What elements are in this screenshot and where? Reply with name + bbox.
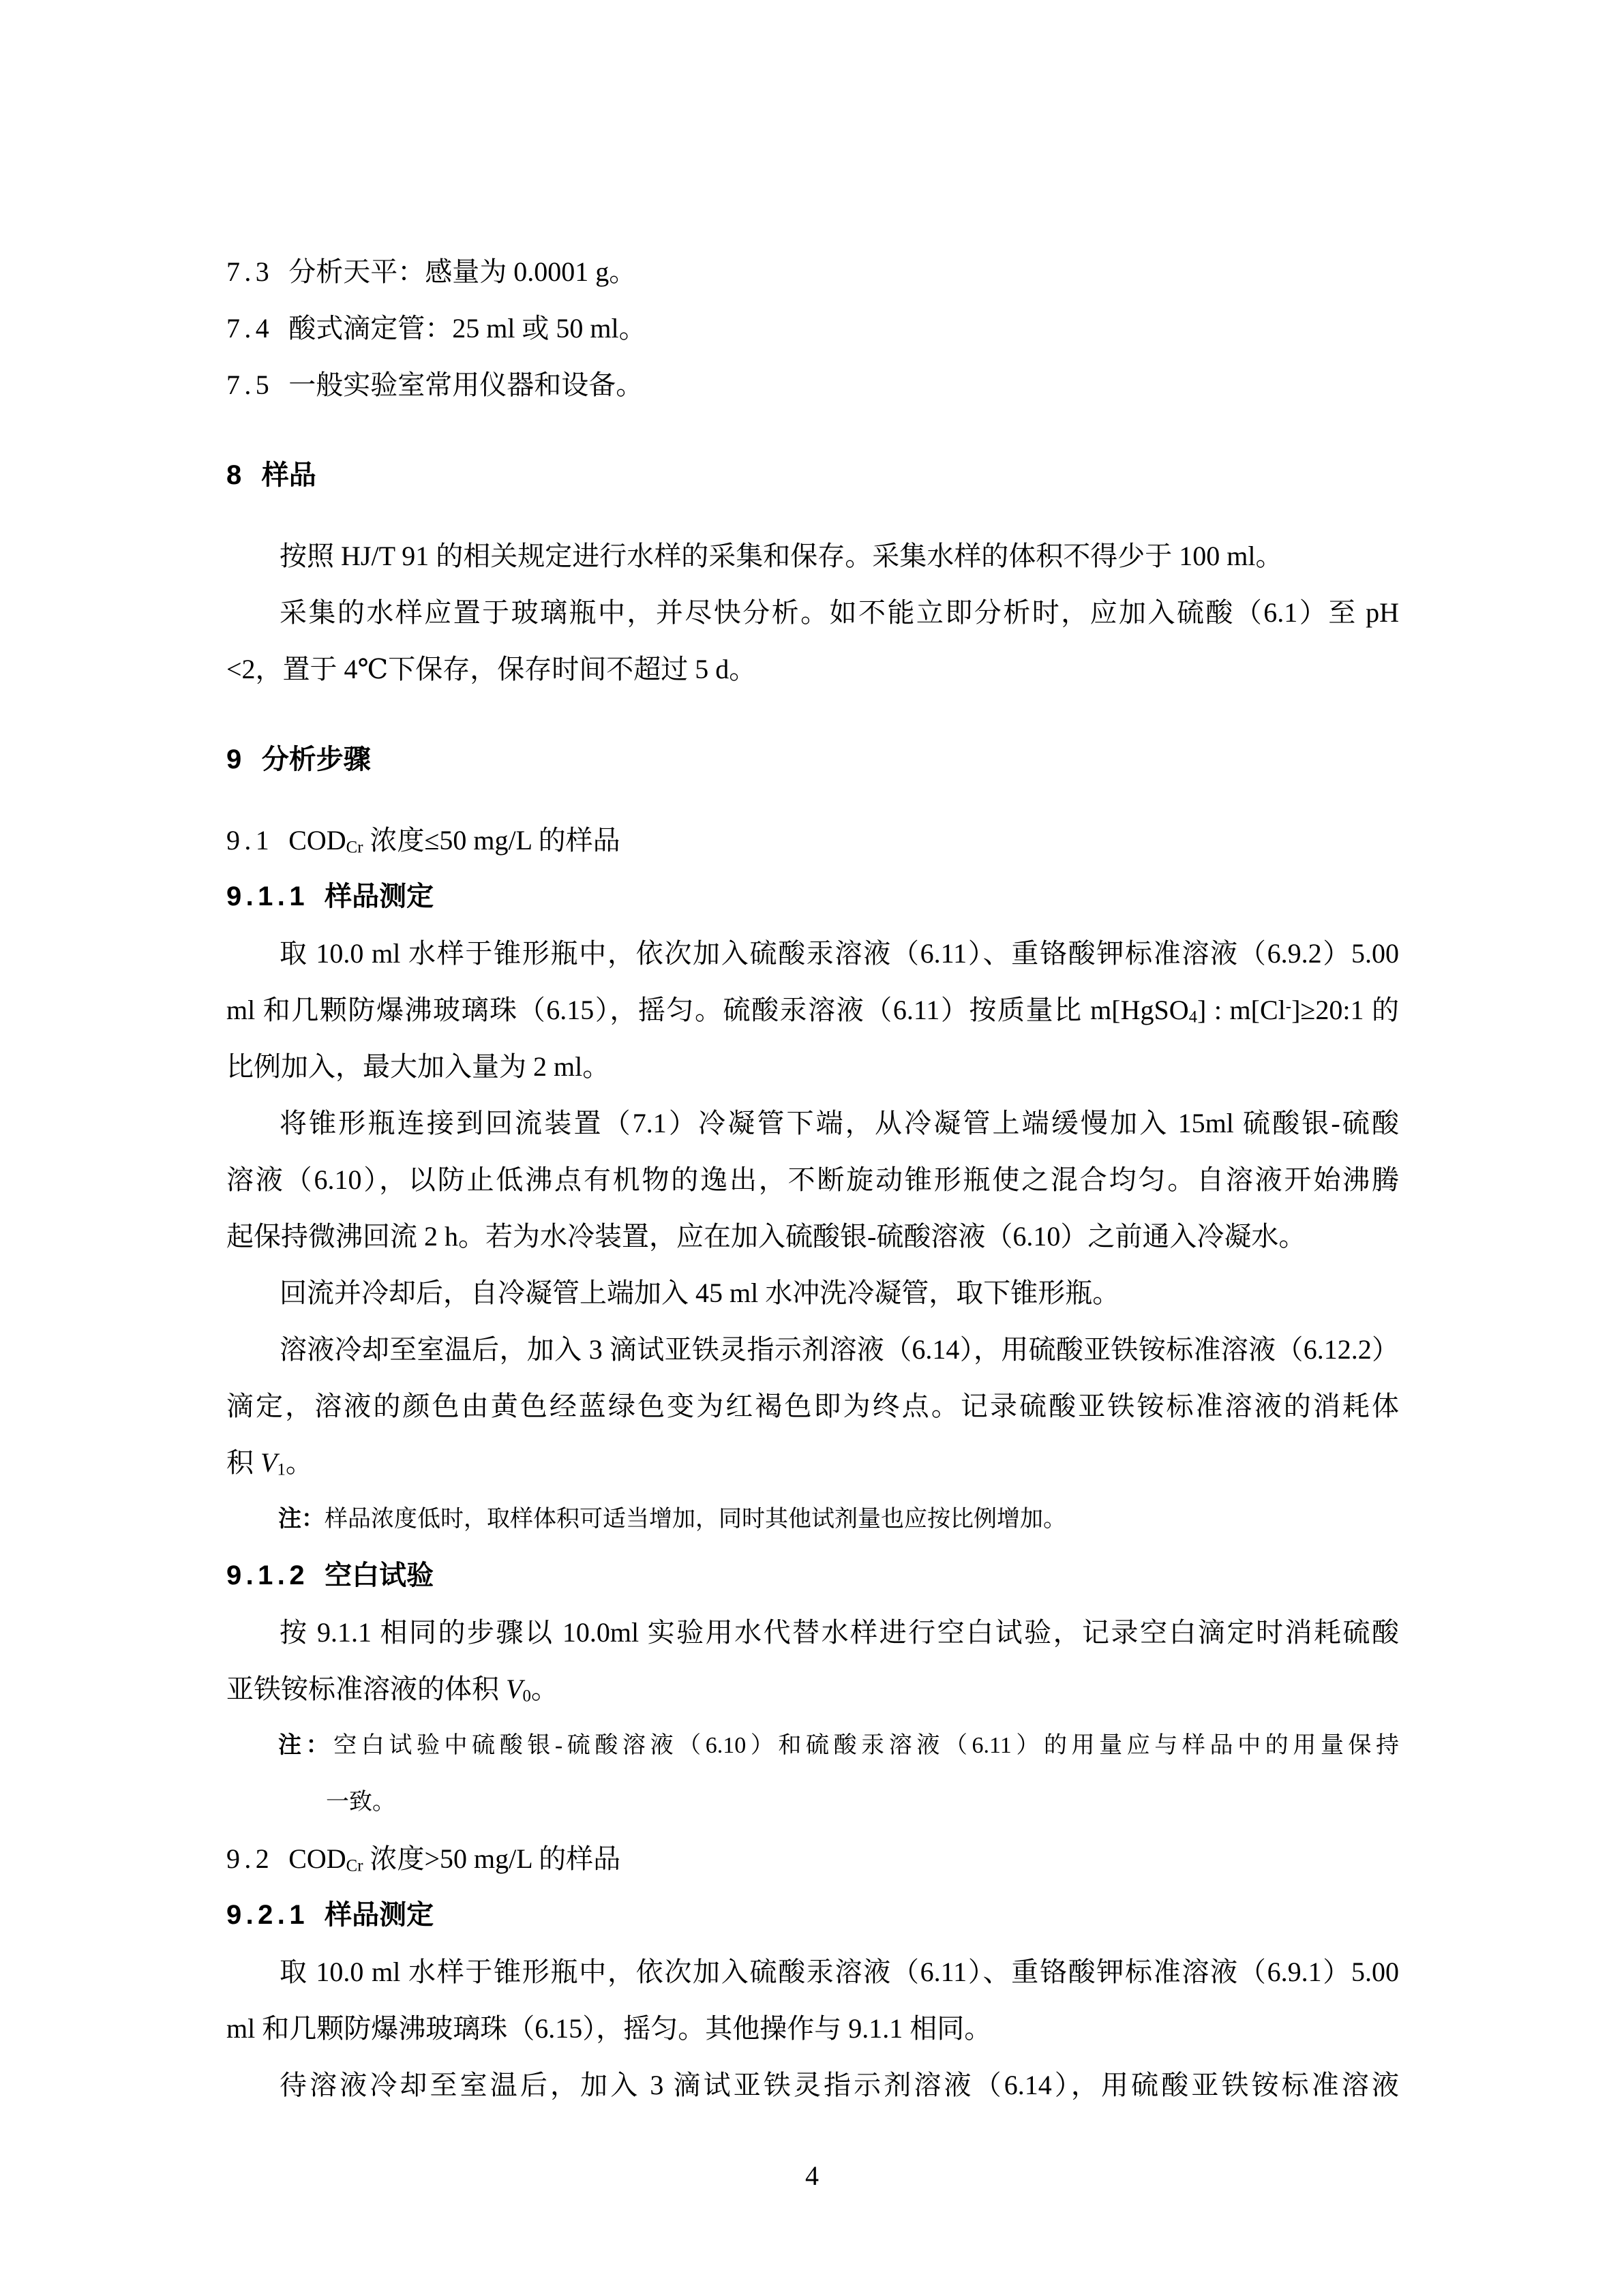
doc-text-segment: ml 和几颗防爆沸玻璃珠（6.15），摇匀。其他操作与 9.1.1 相同。 <box>226 2013 992 2044</box>
doc-line <box>226 812 1399 868</box>
doc-text-segment: 亚铁铵标准溶液的体积 <box>226 1674 506 1704</box>
doc-line <box>226 243 1399 300</box>
doc-text-segment: 空白试验 <box>316 1560 434 1590</box>
doc-line <box>226 1717 1399 1774</box>
doc-line <box>226 1095 1399 1151</box>
doc-text-segment: 样品 <box>254 460 316 490</box>
doc-text-segment: ml 和几颗防爆沸玻璃珠（6.15），摇匀。硫酸汞溶液（6.11）按质量比 m[HgSO <box>226 995 1189 1025</box>
doc-line <box>226 1151 1399 1208</box>
doc-text-segment: 取 10.0 ml 水样于锥形瓶中，依次加入硫酸汞溶液（6.11）、重铬酸钾标准溶液（6.9.1）5.00 <box>280 1957 1399 1987</box>
doc-line <box>226 2057 1399 2113</box>
doc-line <box>226 357 1399 413</box>
doc-line <box>226 1547 1399 1604</box>
doc-text-segment: 9 <box>226 744 246 774</box>
doc-text-segment: 0 <box>522 1687 531 1706</box>
doc-text-segment: 按 9.1.1 相同的步骤以 10.0ml 实验用水代替水样进行空白试验，记录空白滴定时消耗硫酸 <box>280 1617 1399 1648</box>
doc-text-segment: 回流并冷却后，自冷凝管上端加入 45 ml 水冲洗冷凝管，取下锥形瓶。 <box>280 1278 1120 1308</box>
doc-line <box>226 447 1399 504</box>
doc-line <box>226 584 1399 641</box>
doc-text-segment: 分析天平：感量为 0.0001 g。 <box>282 256 637 287</box>
doc-text-segment: 9.1.1 <box>226 881 309 911</box>
doc-text-segment: 浓度>50 mg/L 的样品 <box>363 1843 621 1874</box>
doc-text-segment: 积 <box>226 1447 260 1478</box>
doc-text-segment: - <box>1285 997 1292 1016</box>
doc-text-segment: 注： <box>278 1732 334 1758</box>
doc-text-segment: 酸式滴定管：25 ml 或 50 ml。 <box>282 313 646 344</box>
doc-text-segment: 一般实验室常用仪器和设备。 <box>282 369 644 400</box>
doc-line <box>226 528 1399 584</box>
doc-text-segment: 将锥形瓶连接到回流装置（7.1）冷凝管下端，从冷凝管上端缓慢加入 15ml 硫酸银-硫酸 <box>280 1108 1399 1138</box>
doc-line <box>226 1604 1399 1661</box>
doc-text-segment: 8 <box>226 460 246 490</box>
doc-text-segment: 空白试验中硫酸银-硫酸溶液（6.10）和硫酸汞溶液（6.11）的用量应与样品中的用量保持 <box>333 1733 1400 1758</box>
doc-text-segment: 溶液冷却至室温后，加入 3 滴试亚铁灵指示剂溶液（6.14），用硫酸亚铁铵标准溶液（6.12.2） <box>280 1334 1399 1365</box>
doc-text-segment: 溶液（6.10），以防止低沸点有机物的逸出，不断旋动锥形瓶使之混合均匀。自溶液开始沸腾 <box>226 1164 1399 1195</box>
doc-line <box>226 982 1399 1038</box>
doc-line <box>226 731 1399 788</box>
doc-text-segment: 4 <box>1188 1008 1198 1027</box>
doc-text-segment: 样品测定 <box>316 881 434 911</box>
doc-text-segment: 9.1.2 <box>226 1560 309 1590</box>
doc-line <box>226 1774 1399 1830</box>
doc-text-segment: 。 <box>285 1447 313 1478</box>
doc-text-segment: V <box>260 1447 277 1478</box>
page-number: 4 <box>805 2160 819 2191</box>
doc-text-segment: ] : m[Cl <box>1197 995 1286 1025</box>
doc-text-segment: 7.3 <box>226 256 274 287</box>
doc-line <box>226 1378 1399 1434</box>
doc-text-segment: <2，置于 4℃下保存，保存时间不超过 5 d。 <box>226 654 757 684</box>
doc-line <box>226 1321 1399 1378</box>
doc-text-segment: 样品浓度低时，取样体积可适当增加，同时其他试剂量也应按比例增加。 <box>325 1507 1066 1532</box>
doc-line <box>226 1038 1399 1095</box>
doc-text-segment: 取 10.0 ml 水样于锥形瓶中，依次加入硫酸汞溶液（6.11）、重铬酸钾标准溶液（6.9.2）5.00 <box>280 938 1399 969</box>
doc-line <box>226 1265 1399 1321</box>
doc-line <box>226 868 1399 925</box>
doc-text-segment: 浓度≤50 mg/L 的样品 <box>363 825 620 856</box>
doc-line <box>226 925 1399 982</box>
doc-text-segment: 起保持微沸回流 2 h。若为水冷装置，应在加入硫酸银-硫酸溶液（6.10）之前通入冷凝水。 <box>226 1221 1306 1252</box>
doc-text-segment: 采集的水样应置于玻璃瓶中，并尽快分析。如不能立即分析时，应加入硫酸（6.1）至 pH <box>280 597 1399 628</box>
doc-text-segment: 9.2.1 <box>226 1900 309 1930</box>
doc-text-segment: 7.4 <box>226 313 274 344</box>
doc-text-segment: 滴定，溶液的颜色由黄色经蓝绿色变为红褐色即为终点。记录硫酸亚铁铵标准溶液的消耗体 <box>226 1391 1399 1421</box>
doc-line <box>226 1887 1399 1944</box>
doc-text-segment: ]≥20:1 的 <box>1291 995 1399 1025</box>
doc-text-segment: COD <box>282 825 346 856</box>
doc-line <box>226 1944 1399 2000</box>
doc-text-segment: 按照 HJ/T 91 的相关规定进行水样的采集和保存。采集水样的体积不得少于 100 ml。 <box>280 541 1283 571</box>
doc-text-segment: 待溶液冷却至室温后，加入 3 滴试亚铁灵指示剂溶液（6.14），用硫酸亚铁铵标准溶液 <box>280 2070 1399 2100</box>
doc-text-segment: 注： <box>278 1506 325 1532</box>
doc-text-segment: 分析步骤 <box>254 744 371 774</box>
doc-line <box>226 1491 1399 1547</box>
doc-text-segment: 。 <box>530 1674 558 1704</box>
doc-text-segment: 一致。 <box>326 1789 395 1815</box>
doc-line <box>226 1830 1399 1887</box>
document-page <box>226 243 1399 2113</box>
doc-text-segment: 1 <box>277 1460 286 1479</box>
doc-line <box>226 1434 1399 1491</box>
doc-text-segment: 9.2 <box>226 1843 274 1874</box>
doc-line <box>226 1208 1399 1265</box>
doc-line <box>226 300 1399 357</box>
doc-line <box>226 641 1399 697</box>
doc-text-segment: 比例加入，最大加入量为 2 ml。 <box>226 1051 610 1082</box>
doc-line <box>226 2000 1399 2057</box>
doc-line <box>226 1661 1399 1717</box>
doc-text-segment: V <box>506 1674 523 1704</box>
doc-text-segment: Cr <box>346 1856 363 1875</box>
doc-text-segment: 样品测定 <box>316 1900 434 1930</box>
doc-text-segment: Cr <box>346 838 363 857</box>
doc-text-segment: COD <box>282 1843 346 1874</box>
doc-text-segment: 9.1 <box>226 825 274 856</box>
doc-text-segment: 7.5 <box>226 369 274 400</box>
